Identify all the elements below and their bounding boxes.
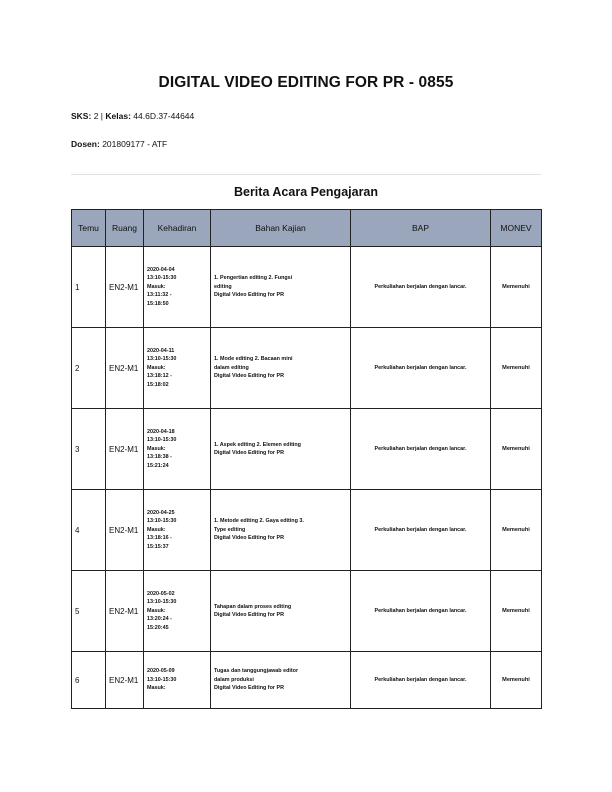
table-row <box>72 652 542 709</box>
kehadiran-line: 15:18:02 <box>147 381 169 388</box>
kehadiran-line: 2020-05-02 <box>147 590 175 597</box>
dosen-label: Dosen: <box>71 139 100 149</box>
bahan-line: dalam editing <box>214 364 249 371</box>
cell-bap: Perkuliahan berjalan dengan lancar. <box>351 409 491 490</box>
kehadiran-line: 13:18:38 - <box>147 454 172 461</box>
header-monev: MONEV <box>491 210 542 247</box>
cell-temu: 1 <box>72 247 106 328</box>
kehadiran-line: Masuk: <box>147 364 166 371</box>
kehadiran-line: 2020-05-09 <box>147 668 175 675</box>
bahan-line: 1. Mode editing 2. Bacaan mini <box>214 356 293 363</box>
bahan-line: editing <box>214 283 232 290</box>
kehadiran-line: 15:18:50 <box>147 300 169 307</box>
cell-kehadiran <box>144 571 211 652</box>
cell-ruang: EN2-M1 <box>106 652 144 709</box>
kehadiran-line: Masuk: <box>147 445 166 452</box>
kehadiran-line: 15:20:45 <box>147 624 169 631</box>
cell-ruang: EN2-M1 <box>106 490 144 571</box>
divider <box>71 174 541 175</box>
bahan-line: dalam produksi <box>214 676 254 683</box>
table-row <box>72 328 542 409</box>
bahan-line: Digital Video Editing for PR <box>214 685 284 692</box>
cell-bap: Perkuliahan berjalan dengan lancar. <box>351 652 491 709</box>
kehadiran-line: 2020-04-18 <box>147 428 175 435</box>
cell-monev: Memenuhi <box>491 652 542 709</box>
header-bap: BAP <box>351 210 491 247</box>
kehadiran-line: 13:10-15:30 <box>147 599 177 606</box>
cell-bahan-kajian <box>211 247 351 328</box>
kehadiran-line: 2020-04-04 <box>147 266 175 273</box>
lecturer-info <box>71 139 167 149</box>
kelas-value: 44.6D.37-44644 <box>133 111 195 121</box>
cell-kehadiran <box>144 409 211 490</box>
header-ruang: Ruang <box>106 210 144 247</box>
cell-bahan-kajian <box>211 328 351 409</box>
cell-bap: Perkuliahan berjalan dengan lancar. <box>351 247 491 328</box>
table-row <box>72 247 542 328</box>
cell-kehadiran <box>144 247 211 328</box>
kehadiran-line: 13:18:16 - <box>147 535 172 542</box>
kehadiran-line: 13:10-15:30 <box>147 356 177 363</box>
section-title: Berita Acara Pengajaran <box>233 185 379 199</box>
table-header-row <box>72 210 542 247</box>
kehadiran-line: Masuk: <box>147 607 166 614</box>
bahan-line: Digital Video Editing for PR <box>214 292 284 299</box>
kehadiran-line: 13:10-15:30 <box>147 275 177 282</box>
dosen-value: 201809177 - ATF <box>102 139 168 149</box>
cell-kehadiran <box>144 490 211 571</box>
kehadiran-line: Masuk: <box>147 685 166 692</box>
header-temu: Temu <box>72 210 106 247</box>
cell-monev: Memenuhi <box>491 571 542 652</box>
bahan-line: Digital Video Editing for PR <box>214 612 284 618</box>
bahan-line: Digital Video Editing for PR <box>214 535 284 542</box>
separator: | <box>100 111 104 121</box>
kehadiran-line: 2020-04-25 <box>147 509 175 516</box>
cell-ruang: EN2-M1 <box>106 571 144 652</box>
cell-bap: Perkuliahan berjalan dengan lancar. <box>351 328 491 409</box>
cell-monev: Memenuhi <box>491 490 542 571</box>
cell-bahan-kajian <box>211 571 351 652</box>
cell-monev: Memenuhi <box>491 409 542 490</box>
kehadiran-line: 2020-04-11 <box>147 347 175 354</box>
kehadiran-line: 15:21:24 <box>147 462 169 469</box>
cell-temu: 3 <box>72 409 106 490</box>
kehadiran-line: Masuk: <box>147 283 166 290</box>
sks-label: SKS: <box>71 111 92 121</box>
table-row <box>72 490 542 571</box>
cell-ruang: EN2-M1 <box>106 409 144 490</box>
cell-temu: 4 <box>72 490 106 571</box>
bahan-line: 1. Pengertian editing 2. Fungsi <box>214 275 293 282</box>
bahan-line: Type editing <box>214 526 246 533</box>
table-row <box>72 571 542 652</box>
header-kehadiran: Kehadiran <box>144 210 211 247</box>
course-info <box>71 111 194 121</box>
cell-ruang: EN2-M1 <box>106 247 144 328</box>
bahan-line: 1. Aspek editing 2. Elemen editing <box>214 441 301 448</box>
cell-temu: 6 <box>72 652 106 709</box>
bap-table <box>71 209 542 709</box>
bahan-line: Digital Video Editing for PR <box>214 450 284 456</box>
kehadiran-line: 13:10-15:30 <box>147 518 177 525</box>
cell-bahan-kajian <box>211 652 351 709</box>
kehadiran-line: 13:18:12 - <box>147 373 172 380</box>
cell-ruang: EN2-M1 <box>106 328 144 409</box>
bahan-line: Digital Video Editing for PR <box>214 373 284 380</box>
kehadiran-line: 13:10-15:30 <box>147 676 177 683</box>
kehadiran-line: 13:10-15:30 <box>147 437 177 444</box>
cell-bahan-kajian <box>211 490 351 571</box>
kehadiran-line: 13:20:24 - <box>147 616 172 623</box>
table-row <box>72 409 542 490</box>
header-bahan-kajian: Bahan Kajian <box>211 210 351 247</box>
bahan-line: Tahapan dalam proses editing <box>214 603 292 610</box>
cell-bap: Perkuliahan berjalan dengan lancar. <box>351 571 491 652</box>
cell-monev: Memenuhi <box>491 328 542 409</box>
bahan-line: 1. Metode editing 2. Gaya editing 3. <box>214 518 304 525</box>
cell-kehadiran <box>144 328 211 409</box>
cell-bap: Perkuliahan berjalan dengan lancar. <box>351 490 491 571</box>
cell-temu: 5 <box>72 571 106 652</box>
kehadiran-line: Masuk: <box>147 526 166 533</box>
sks-value: 2 <box>93 111 99 121</box>
cell-monev: Memenuhi <box>491 247 542 328</box>
cell-bahan-kajian <box>211 409 351 490</box>
page-title: DIGITAL VIDEO EDITING FOR PR - 0855 <box>158 74 454 91</box>
kehadiran-line: 13:11:32 - <box>147 292 172 299</box>
cell-kehadiran <box>144 652 211 709</box>
kelas-label: Kelas: <box>105 111 131 121</box>
kehadiran-line: 15:15:37 <box>147 543 169 550</box>
cell-temu: 2 <box>72 328 106 409</box>
bahan-line: Tugas dan tanggungjawab editor <box>214 668 299 675</box>
